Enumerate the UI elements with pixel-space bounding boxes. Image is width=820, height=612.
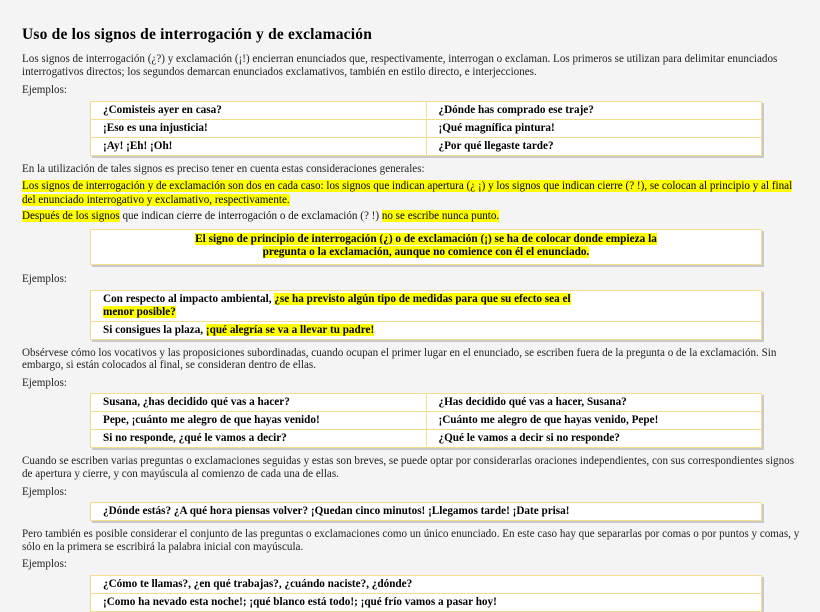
highlight-span-tail: no se escribe nunca punto. (381, 209, 500, 222)
table-cell: Susana, ¿has decidido qué vas a hacer? (91, 394, 427, 412)
table-cell: ¿Dónde has comprado ese traje? (426, 101, 762, 119)
table-body-5 (91, 575, 762, 611)
rule-line-2 (101, 246, 751, 260)
examples-table-2 (90, 290, 762, 340)
table-row (91, 575, 762, 593)
table-body-4 (91, 503, 762, 521)
table-body-1 (91, 101, 762, 155)
table-cell: Si no responde, ¿qué le vamos a decir? (91, 430, 427, 448)
examples-label-3: Ejemplos: (22, 376, 67, 389)
table-row (91, 290, 762, 321)
examples-label-4: Ejemplos: (22, 485, 67, 498)
highlight-span: ¿se ha previsto algún tipo de medidas para que su efecto sea el (274, 292, 571, 305)
table-cell: ¿Comisteis ayer en casa? (91, 101, 427, 119)
table-cell (91, 290, 762, 321)
table-row (91, 412, 762, 430)
table-row (91, 394, 762, 412)
table-row (91, 119, 762, 137)
examples-table-3 (90, 393, 762, 448)
highlight-span-lead: Después de los signos (22, 209, 120, 222)
intro-paragraph: Los signos de interrogación (¿?) y exclamación (¡!) encierran enunciados que, respectivamente, interrogan o exclaman. Los primeros se utilizan para delimitar enunciados interrogativos directos; los segundos demarcan enunciados exclamativos, también en estilo directo, e interjecciones. (22, 53, 778, 78)
table-row (91, 503, 762, 521)
rule-callout-box (90, 229, 762, 265)
table-row (91, 137, 762, 155)
highlight-span: Los signos de interrogación y de exclamación son dos en cada caso: los signos que indican apertura (¿ ¡) y los signos que indican cierre (? !), se colocan al principio y al final del enunciado interrogativo y exclamativo, respectivamente. (22, 180, 793, 206)
section2-lead: En la utilización de tales signos es preciso tener en cuenta estas consideraciones generales: (22, 162, 425, 175)
highlight-span: pregunta o la exclamación, aunque no comience con él el enunciado. (262, 246, 590, 259)
table-cell (91, 321, 762, 339)
highlight-span: ¡qué alegría se va a llevar tu padre! (205, 323, 375, 336)
section2-highlighted-paragraph (22, 180, 806, 206)
table-cell: ¿Dónde estás? ¿A qué hora piensas volver? ¡Quedan cinco minutos! ¡Llegamos tarde! ¡Date prisa! (91, 503, 762, 521)
section2-mixed-line (22, 210, 806, 223)
plain-span: que indican cierre de interrogación o de exclamación (? !) (119, 209, 382, 222)
highlight-span: El signo de principio de interrogación (¿) o de exclamación (¡) se ha de colocar donde empieza la (195, 232, 657, 245)
section5-paragraph: Pero también es posible considerar el conjunto de las preguntas o exclamaciones como un único enunciado. En este caso hay que separarlas por comas o por puntos y comas, y sólo en la primera se escribirá la palabra inicial con mayúscula. (22, 528, 800, 553)
table-cell: ¡Cuánto me alegro de que hayas venido, Pepe! (426, 412, 762, 430)
table-cell: ¿Qué le vamos a decir si no responde? (426, 430, 762, 448)
examples-label-2: Ejemplos: (22, 272, 67, 285)
table-row (91, 430, 762, 448)
highlight-span: menor posible? (103, 305, 176, 318)
table-cell: Pepe, ¡cuánto me alegro de que hayas venido! (91, 412, 427, 430)
table-cell: ¡Eso es una injusticia! (91, 119, 427, 137)
table-body-2 (91, 290, 762, 339)
table-cell: ¡Ay! ¡Eh! ¡Oh! (91, 137, 427, 155)
page-title: Uso de los signos de interrogación y de exclamación (22, 26, 373, 43)
examples-table-5 (90, 575, 762, 612)
table-cell: ¿Has decidido qué vas a hacer, Susana? (426, 394, 762, 412)
examples-table-1 (90, 101, 762, 156)
table-cell: ¡Como ha nevado esta noche!; ¡qué blanco está todo!; ¡qué frío vamos a pasar hoy! (91, 593, 762, 611)
examples-table-4 (90, 502, 762, 521)
plain-span: Si consigues la plaza, (103, 323, 206, 336)
table-cell: ¡Qué magnífica pintura! (426, 119, 762, 137)
table-row (91, 593, 762, 611)
table-row (91, 101, 762, 119)
table-body-3 (91, 394, 762, 448)
examples-label-1: Ejemplos: (22, 84, 67, 97)
table-row (91, 321, 762, 339)
rule-line-1 (101, 233, 751, 247)
section4-paragraph: Cuando se escriben varias preguntas o exclamaciones seguidas y estas son breves, se puede optar por considerarlas oraciones independientes, con sus correspondientes signos de apertura y cierre, y con mayúscula al comienzo de cada una de ellas. (22, 455, 795, 480)
examples-label-5: Ejemplos: (22, 558, 67, 571)
table-cell: ¿Cómo te llamas?, ¿en qué trabajas?, ¿cuándo naciste?, ¿dónde? (91, 575, 762, 593)
section3-paragraph: Obsérvese cómo los vocativos y las proposiciones subordinadas, cuando ocupan el primer lugar en el enunciado, se escriben fuera de la pregunta o de la exclamación. Sin embargo, si están colocados al final, se consideran dentro de ellas. (22, 346, 777, 372)
table-cell: ¿Por qué llegaste tarde? (426, 137, 762, 155)
plain-span: Con respecto al impacto ambiental, (103, 292, 275, 305)
